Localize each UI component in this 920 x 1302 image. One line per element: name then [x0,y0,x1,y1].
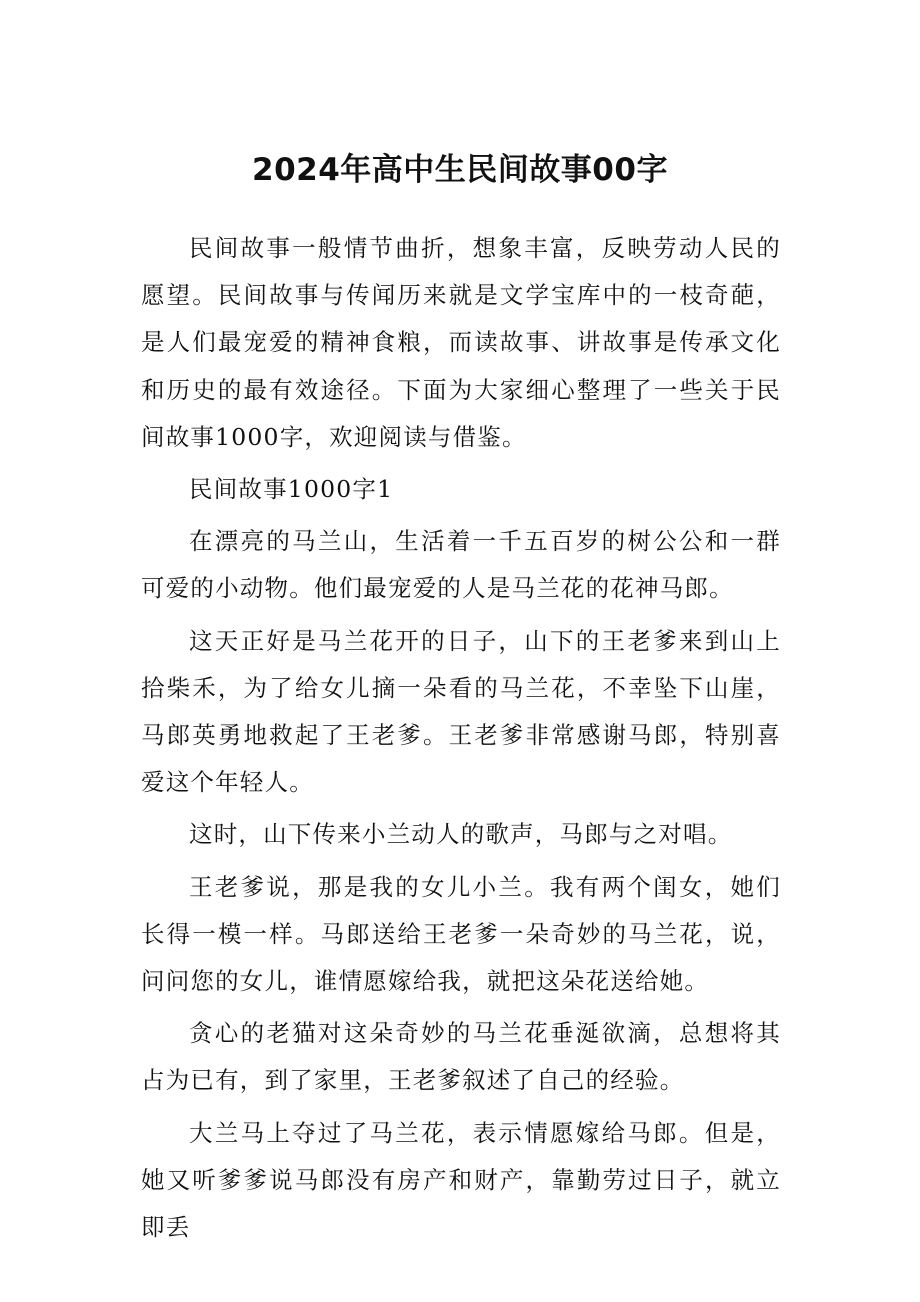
paragraph: 在漂亮的马兰山，生活着一千五百岁的树公公和一群可爱的小动物。他们最宠爱的人是马兰花的花神马郎。 [141,527,781,603]
paragraph: 贪心的老猫对这朵奇妙的马兰花垂涎欲滴，总想将其占为已有，到了家里，王老爹叙述了自己的经验。 [141,1019,781,1095]
paragraph: 这天正好是马兰花开的日子，山下的王老爹来到山上拾柴禾，为了给女儿摘一朵看的马兰花，不幸坠下山崖，马郎英勇地救起了王老爹。王老爹非常感谢马郎，特别喜爱这个年轻人。 [141,626,781,797]
section-heading: 民间故事1000字1 [189,475,394,504]
paragraph-intro: 民间故事一般情节曲折，想象丰富，反映劳动人民的愿望。民间故事与传闻历来就是文学宝库中的一枝奇葩，是人们最宠爱的精神食粮，而读故事、讲故事是传承文化和历史的最有效途径。下面为大家细心整理了一些关于民间故事1000字，欢迎阅读与借鉴。 [141,234,781,451]
paragraph: 大兰马上夺过了马兰花，表示情愿嫁给马郎。但是，她又听爹爹说马郎没有房产和财产，靠勤劳过日子，就立即丢 [141,1118,781,1242]
paragraph: 这时，山下传来小兰动人的歌声，马郎与之对唱。 [189,820,733,849]
document-title: 2024年高中生民间故事00字 [252,152,668,188]
paragraph: 王老爹说，那是我的女儿小兰。我有两个闺女，她们长得一模一样。马郎送给王老爹一朵奇妙的马兰花，说，问问您的女儿，谁情愿嫁给我，就把这朵花送给她。 [141,872,781,996]
document-body [141,225,781,1256]
